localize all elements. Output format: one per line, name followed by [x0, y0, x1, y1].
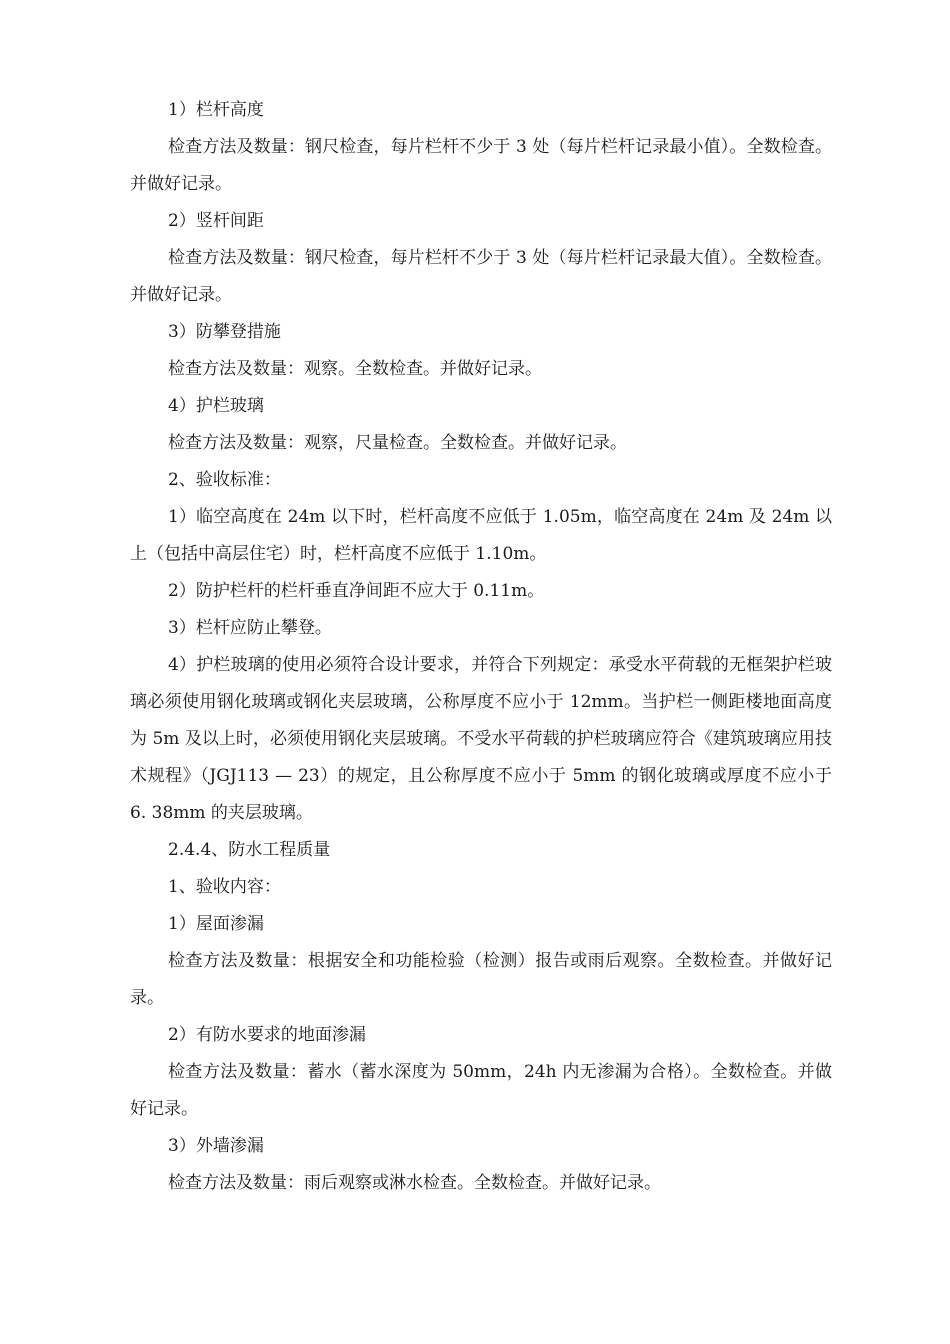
item-heading-railing-glass: 4）护栏玻璃 — [168, 396, 264, 416]
standard-anti-climb: 3）栏杆应防止攀登。 — [168, 618, 332, 638]
item-heading-roof-leakage: 1）屋面渗漏 — [168, 914, 264, 934]
item-heading-exterior-wall-leakage: 3）外墙渗漏 — [168, 1136, 264, 1156]
item-heading-anti-climb: 3）防攀登措施 — [168, 322, 281, 342]
inspection-method-roof-leakage: 检查方法及数量：根据安全和功能检验（检测）报告或雨后观察。全数检查。并做好记录。 — [130, 951, 832, 1008]
section-heading-acceptance-content: 1、验收内容： — [168, 877, 281, 897]
inspection-method-floor-leakage: 检查方法及数量：蓄水（蓄水深度为 50mm，24h 内无渗漏为合格）。全数检查。并做好记录。 — [130, 1062, 832, 1119]
standard-railing-height: 1）临空高度在 24m 以下时，栏杆高度不应低于 1.05m，临空高度在 24m 及 24m 以上（包括中高层住宅）时，栏杆高度不应低于 1.10m。 — [130, 507, 832, 564]
inspection-method-exterior-wall-leakage: 检查方法及数量：雨后观察或淋水检查。全数检查。并做好记录。 — [168, 1173, 661, 1193]
inspection-method-vertical-bar-spacing: 检查方法及数量：钢尺检查，每片栏杆不少于 3 处（每片栏杆记录最大值）。全数检查。并做好记录。 — [130, 248, 832, 305]
item-heading-floor-leakage: 2）有防水要求的地面渗漏 — [168, 1025, 366, 1045]
standard-bar-spacing: 2）防护栏杆的栏杆垂直净间距不应大于 0.11m。 — [168, 581, 545, 601]
inspection-method-anti-climb: 检查方法及数量：观察。全数检查。并做好记录。 — [168, 359, 542, 379]
standard-railing-glass: 4）护栏玻璃的使用必须符合设计要求，并符合下列规定：承受水平荷载的无框架护栏玻璃必须使用钢化玻璃或钢化夹层玻璃，公称厚度不应小于 12mm。当护栏一侧距楼地面高度为 5m 及以上时，必须使用钢化夹层玻璃。不受水平荷载的护栏玻璃应符合《建筑玻璃应用技术规程》（JGJ113 — 23）的规定，且公称厚度不应小于 5mm 的钢化玻璃或厚度不应小于 6. 38mm 的夹层玻璃。 — [130, 655, 832, 823]
item-heading-railing-height: 1）栏杆高度 — [168, 100, 264, 120]
section-heading-acceptance-standard: 2、验收标准： — [168, 470, 281, 490]
inspection-method-railing-height: 检查方法及数量：钢尺检查，每片栏杆不少于 3 处（每片栏杆记录最小值）。全数检查。并做好记录。 — [130, 137, 832, 194]
item-heading-vertical-bar-spacing: 2）竖杆间距 — [168, 211, 264, 231]
inspection-method-railing-glass: 检查方法及数量：观察，尺量检查。全数检查。并做好记录。 — [168, 433, 627, 453]
section-heading-waterproofing: 2.4.4、防水工程质量 — [168, 840, 331, 860]
document-body — [130, 92, 832, 1202]
